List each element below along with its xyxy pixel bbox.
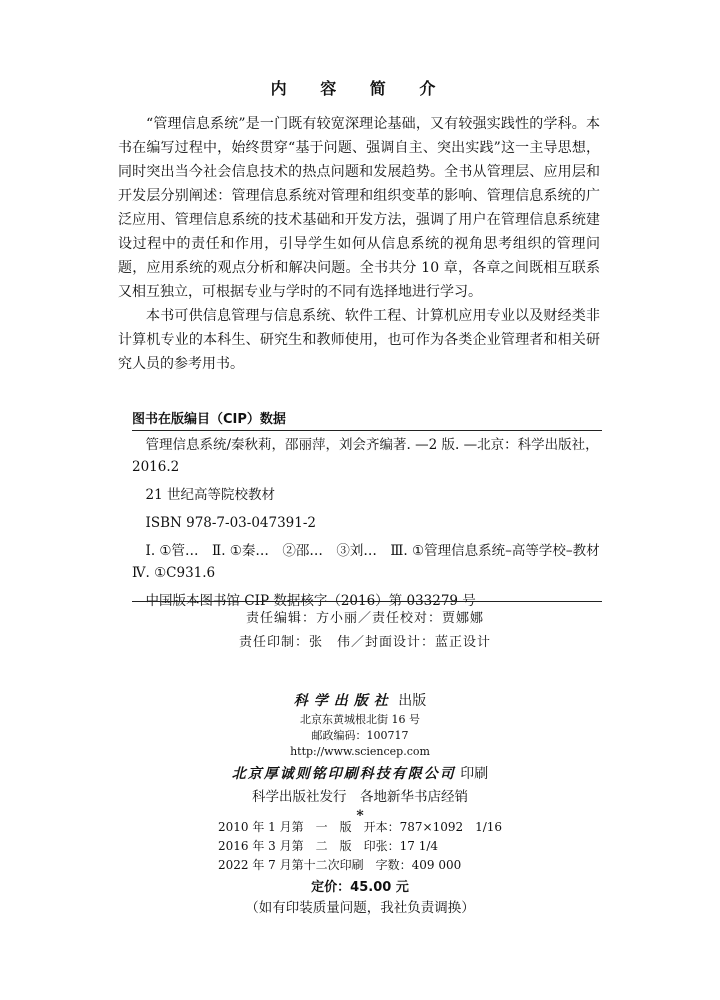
distribution-line: 科学出版社发行 各地新华书店经销 (252, 789, 468, 805)
credits-block (0, 607, 720, 655)
edition-info (218, 818, 502, 875)
cip-divider-bottom (132, 601, 602, 602)
publisher-postcode: 邮政编码：100717 (311, 729, 409, 742)
publisher-url: http://www.sciencep.com (290, 745, 430, 758)
cip-heading: 图书在版编目（CIP）数据 (132, 412, 286, 427)
intro-paragraph-1: “管理信息系统”是一门既有较宽深理论基础，又有较强实践性的学科。本书在编写过程中，始终贯穿“基于问题、强调自主、突出实践”这一主导思想，同时突出当今社会信息技术的热点问题和发展趋势。全书从管理层、应用层和开发层分别阐述：管理信息系统对管理和组织变革的影响、管理信息系统的广泛应用、管理信息系统的技术基础和开发方法，强调了用户在管理信息系统建设过程中的责任和作用，引导学生如何从信息系统的视角思考组织的管理问题，应用系统的观点分析和解决问题。全书共分 10 章，各章之间既相互联系又相互独立，可根据专业与学时的不同有选择地进行学习。 (118, 116, 600, 300)
printer-suffix: 印刷 (460, 766, 489, 782)
cip-entry-record-number: 中国版本图书馆 CIP 数据核字（2016）第 033279 号 (145, 593, 476, 609)
cip-data-block (132, 434, 614, 618)
printer-line (0, 762, 720, 786)
edition-row-1: 2010 年 1 月第 一 版 开本：787×1092 1/16 (218, 820, 503, 834)
publisher-line (0, 690, 720, 712)
page-title: 内 容 简 介 (270, 79, 450, 98)
edition-row-3: 2022 年 7 月第十二次印刷 字数：409 000 (218, 858, 462, 872)
credits-production-line: 责任印制：张 伟／封面设计：蓝正设计 (238, 635, 491, 650)
credits-editor-line: 责任编辑：方小丽／责任校对：贾娜娜 (245, 611, 484, 626)
edition-row-2: 2016 年 3 月第 二 版 印张：17 1/4 (218, 839, 439, 853)
publisher-address: 北京东黄城根北街 16 号 (300, 713, 420, 726)
quality-note: （如有印装质量问题，我社负责调换） (245, 900, 475, 916)
separator-star: * (356, 808, 364, 824)
price: 定价：45.00 元 (311, 880, 409, 895)
publisher-name: 科学出版社 (293, 693, 394, 709)
publisher-suffix: 出版 (398, 693, 427, 709)
cip-entry-series: 21 世纪高等院校教材 (145, 487, 275, 503)
cip-entry-isbn: ISBN 978-7-03-047391-2 (145, 515, 317, 531)
printer-name: 北京厚诚则铭印刷科技有限公司 (231, 766, 456, 782)
intro-paragraph-2: 本书可供信息管理与信息系统、软件工程、计算机应用专业以及财经类非计算机专业的本科生、研究生和教师使用，也可作为各类企业管理者和相关研究人员的参考用书。 (118, 308, 600, 372)
cip-divider-top (132, 430, 602, 431)
intro-section (118, 112, 600, 376)
cip-entry-title: 管理信息系统/秦秋莉，邵丽萍，刘会齐编著. —2 版. —北京：科学出版社，2016.2 (132, 437, 599, 475)
publisher-block (0, 690, 720, 824)
cip-entry-classification: Ⅰ. ①管… Ⅱ. ①秦… ②邵… ③刘… Ⅲ. ①管理信息系统–高等学校–教材 Ⅳ. ①C931.6 (132, 543, 614, 581)
